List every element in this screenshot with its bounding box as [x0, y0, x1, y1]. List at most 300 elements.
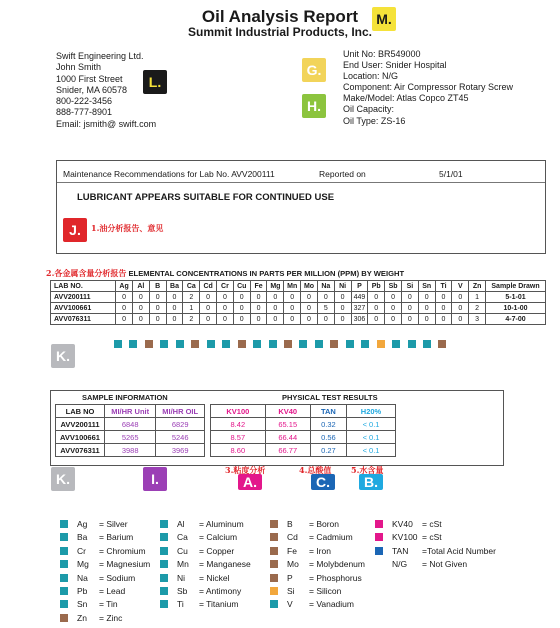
legend-swatch	[60, 587, 68, 595]
physical-body	[211, 418, 396, 457]
legend-swatch	[160, 587, 168, 595]
customer-street: 1000 First Street	[56, 73, 123, 84]
value-cell: 0	[334, 314, 351, 325]
sample-oil-cell: 6829	[156, 418, 205, 431]
value-cell: 0	[301, 292, 318, 303]
kv100-cell: 8.60	[211, 444, 266, 457]
tan-header: TAN	[310, 405, 346, 418]
value-cell: 0	[301, 314, 318, 325]
legend-item	[270, 573, 362, 583]
element-color-squares	[0, 340, 560, 350]
value-cell: 0	[200, 314, 217, 325]
legend-symbol: N/G	[392, 559, 408, 570]
legend-name: = cSt	[422, 519, 442, 529]
value-cell: 0	[132, 314, 149, 325]
legend-swatch	[160, 547, 168, 555]
value-cell: 1	[183, 303, 200, 314]
h2o-cell: < 0.1	[347, 418, 396, 431]
legend-name: = Vanadium	[309, 599, 354, 610]
badge-b: B.	[359, 474, 383, 490]
legend-swatch	[270, 520, 278, 528]
kv40-cell: 66.44	[265, 431, 310, 444]
value-cell: 2	[183, 314, 200, 325]
element-color-square	[377, 340, 385, 348]
company-name: Summit Industrial Products, Inc.	[187, 25, 373, 39]
legend-swatch	[160, 600, 168, 608]
badge-l: L.	[143, 70, 167, 94]
legend-swatch	[375, 560, 383, 568]
legend-symbol: Zn	[77, 612, 87, 623]
legend-symbol: Mg	[77, 559, 89, 570]
tan-cell: 0.56	[310, 431, 346, 444]
value-cell: 0	[284, 314, 301, 325]
legend-name: = cSt	[422, 532, 442, 543]
legend-swatch	[160, 520, 168, 528]
unit-end-user: End User: Snider Hospital	[343, 60, 447, 71]
legend-symbol: Si	[287, 586, 295, 596]
value-cell: 2	[183, 292, 200, 303]
h2o-cell: < 0.1	[347, 431, 396, 444]
element-header-ni: Ni	[334, 281, 351, 292]
sample-lab-header: LAB NO	[56, 405, 105, 418]
sample-lab-cell: AVV076311	[56, 444, 105, 457]
maintenance-label: Maintenance Recommendations for Lab No. AVV200111	[63, 169, 275, 179]
element-header-sn: Sn	[418, 281, 435, 292]
element-color-square	[315, 340, 323, 348]
legend-swatch	[270, 547, 278, 555]
element-header-na: Na	[317, 281, 334, 292]
legend-swatch	[60, 574, 68, 582]
legend-symbol: KV40	[392, 519, 413, 529]
legend-name: = Not Given	[422, 559, 468, 570]
legend-symbol: Fe	[287, 545, 297, 556]
element-header-mg: Mg	[267, 281, 284, 292]
legend-swatch	[60, 614, 68, 622]
legend-item	[160, 559, 251, 569]
lab-no-cell: AVV076311	[51, 314, 116, 325]
physical-title: PHYSICAL TEST RESULTS	[282, 393, 378, 402]
element-header-cu: Cu	[233, 281, 250, 292]
value-cell: 0	[385, 292, 402, 303]
legend-symbol: Ag	[77, 519, 88, 529]
legend-swatch	[270, 600, 278, 608]
value-cell: 0	[435, 314, 452, 325]
legend-item	[375, 559, 467, 569]
element-color-square	[191, 340, 199, 348]
report-title: Oil Analysis Report	[201, 7, 359, 26]
customer-email: Email: jsmith@ swift.com	[56, 118, 157, 129]
customer-info	[56, 51, 156, 130]
element-color-square	[145, 340, 153, 348]
kv40-cell: 65.15	[265, 418, 310, 431]
legend-item	[60, 559, 150, 569]
element-color-square	[346, 340, 354, 348]
badge-k-top: K.	[51, 344, 75, 368]
badge-h: H.	[302, 94, 326, 118]
legend-name: = Copper	[199, 545, 235, 556]
lab-no-cell: AVV100661	[51, 303, 116, 314]
legend-name: = Antimony	[199, 586, 242, 596]
note-elements: 2.各金属含量分析报告	[46, 268, 127, 278]
legend-symbol: Sb	[177, 586, 188, 596]
legend-symbol: Ca	[177, 532, 188, 543]
table-row	[51, 292, 546, 303]
value-cell: 0	[217, 303, 234, 314]
element-header-pb: Pb	[368, 281, 385, 292]
legend-symbol: B	[287, 519, 293, 529]
element-color-square	[299, 340, 307, 348]
value-cell: 0	[334, 292, 351, 303]
value-cell: 0	[401, 314, 418, 325]
legend-item	[60, 546, 146, 556]
element-color-square	[129, 340, 137, 348]
legend-swatch	[375, 547, 383, 555]
lab-no-cell: AVV200111	[51, 292, 116, 303]
legend-item	[270, 559, 365, 569]
legend-item	[60, 532, 133, 542]
note-acid: 4.总酸值	[299, 465, 332, 475]
element-header-si: Si	[401, 281, 418, 292]
value-cell: 0	[250, 314, 267, 325]
legend-name: = Lead	[99, 586, 126, 596]
elemental-body	[51, 292, 546, 325]
legend-symbol: Cd	[287, 532, 298, 543]
kv100-cell: 8.42	[211, 418, 266, 431]
legend-swatch	[160, 533, 168, 541]
sample-drawn-header: Sample Drawn	[486, 281, 546, 292]
h2o-cell: < 0.1	[347, 444, 396, 457]
element-header-p: P	[351, 281, 368, 292]
value-cell: 0	[284, 292, 301, 303]
element-color-square	[330, 340, 338, 348]
element-color-square	[423, 340, 431, 348]
value-cell: 0	[116, 303, 133, 314]
element-header-b: B	[149, 281, 166, 292]
element-header-mn: Mn	[284, 281, 301, 292]
kv100-header: KV100	[211, 405, 266, 418]
legend-item	[270, 532, 353, 542]
legend-item	[270, 519, 339, 529]
legend-symbol: TAN	[392, 545, 409, 556]
value-cell: 0	[267, 303, 284, 314]
tan-cell: 0.32	[310, 418, 346, 431]
sample-unit-cell: 3988	[105, 444, 156, 457]
value-cell: 327	[351, 303, 368, 314]
element-header-mo: Mo	[301, 281, 318, 292]
legend-swatch	[375, 520, 383, 528]
legend-name: = Aluminum	[199, 519, 244, 529]
sample-info-table-wrap	[55, 404, 205, 457]
legend-name: = Boron	[309, 519, 340, 529]
physical-header-row	[211, 405, 396, 418]
value-cell: 1	[469, 292, 486, 303]
reported-on-label: Reported on	[319, 169, 366, 179]
legend-item	[270, 586, 341, 596]
sample-info-table	[55, 404, 205, 457]
sample-lab-cell: AVV200111	[56, 418, 105, 431]
legend-symbol: Al	[177, 519, 185, 529]
sample-unit-cell: 5265	[105, 431, 156, 444]
value-cell: 0	[418, 314, 435, 325]
unit-make-model: Make/Model: Atlas Copco ZT45	[343, 93, 469, 104]
badge-j: J.	[63, 218, 87, 242]
value-cell: 0	[267, 292, 284, 303]
legend-item	[270, 546, 331, 556]
sample-info-body	[56, 418, 205, 457]
kv40-header: KV40	[265, 405, 310, 418]
legend-symbol: Cu	[177, 545, 188, 556]
legend-swatch	[60, 520, 68, 528]
table-row	[56, 444, 205, 457]
sample-drawn-cell: 10-1-00	[486, 303, 546, 314]
legend-symbol: Na	[77, 572, 88, 583]
customer-contact: John Smith	[56, 62, 102, 73]
customer-phone: 800-222-3456	[56, 96, 113, 107]
value-cell: 0	[116, 292, 133, 303]
value-cell: 0	[368, 303, 385, 314]
legend-item	[160, 573, 229, 583]
legend-symbol: P	[287, 572, 293, 583]
unit-no: Unit No: BR549000	[343, 49, 421, 59]
element-color-square	[222, 340, 230, 348]
legend-name: = Magnesium	[99, 559, 151, 570]
legend-symbol: Sn	[77, 599, 88, 610]
table-row	[56, 431, 205, 444]
tan-cell: 0.27	[310, 444, 346, 457]
value-cell: 0	[334, 303, 351, 314]
value-cell: 0	[267, 314, 284, 325]
h2o-header: H20%	[347, 405, 396, 418]
badge-i: I.	[143, 467, 167, 491]
element-header-fe: Fe	[250, 281, 267, 292]
legend-symbol: Ba	[77, 532, 88, 543]
value-cell: 0	[368, 292, 385, 303]
sample-lab-cell: AVV100661	[56, 431, 105, 444]
sample-unit-cell: 6848	[105, 418, 156, 431]
value-cell: 0	[250, 292, 267, 303]
element-header-al: Al	[132, 281, 149, 292]
unit-component: Component: Air Compressor Rotary Screw	[343, 82, 514, 93]
kv100-cell: 8.57	[211, 431, 266, 444]
legend-name: =Total Acid Number	[422, 545, 496, 556]
legend-name: = Sodium	[99, 572, 136, 583]
table-row	[51, 314, 546, 325]
value-cell: 3	[469, 314, 486, 325]
elemental-title: ELEMENTAL CONCENTRATIONS IN PARTS PER MILLION (PPM) BY WEIGHT	[128, 269, 405, 278]
value-cell: 0	[166, 292, 183, 303]
element-header-cd: Cd	[200, 281, 217, 292]
kv40-cell: 66.77	[265, 444, 310, 457]
unit-location: Location: N/G	[343, 71, 399, 82]
value-cell: 0	[452, 303, 469, 314]
legend-item	[60, 573, 135, 583]
legend-name: = Iron	[309, 545, 331, 556]
sample-drawn-cell: 5-1-01	[486, 292, 546, 303]
element-header-zn: Zn	[469, 281, 486, 292]
legend-swatch	[60, 560, 68, 568]
legend-symbol: Pb	[77, 586, 88, 596]
maintenance-divider	[57, 182, 545, 183]
physical-table	[210, 404, 396, 457]
value-cell: 0	[317, 292, 334, 303]
legend-swatch	[60, 600, 68, 608]
legend-swatch	[160, 574, 168, 582]
element-header-ba: Ba	[166, 281, 183, 292]
element-header-ag: Ag	[116, 281, 133, 292]
value-cell: 0	[452, 314, 469, 325]
legend-name: = Nickel	[199, 572, 230, 583]
value-cell: 0	[385, 314, 402, 325]
element-header-cr: Cr	[217, 281, 234, 292]
legend-item	[375, 532, 442, 542]
legend-swatch	[270, 533, 278, 541]
sample-drawn-cell: 4-7-00	[486, 314, 546, 325]
legend-name: = Chromium	[99, 545, 146, 556]
value-cell: 0	[418, 303, 435, 314]
value-cell: 0	[250, 303, 267, 314]
unit-oil-type: Oil Type: ZS-16	[343, 115, 406, 126]
legend-name: = Calcium	[199, 532, 238, 543]
legend-swatch	[270, 560, 278, 568]
badge-a: A.	[238, 474, 262, 490]
legend-swatch	[60, 533, 68, 541]
element-color-square	[160, 340, 168, 348]
element-color-square	[269, 340, 277, 348]
value-cell: 0	[284, 303, 301, 314]
value-cell: 0	[200, 303, 217, 314]
element-header-sb: Sb	[385, 281, 402, 292]
unit-capacity: Oil Capacity:	[343, 104, 395, 115]
legend-symbol: Cr	[77, 545, 86, 556]
legend-symbol: Ti	[177, 599, 184, 610]
value-cell: 0	[200, 292, 217, 303]
badge-k-bottom: K.	[51, 467, 75, 491]
value-cell: 0	[233, 303, 250, 314]
note-viscosity: 3.粘度分析	[225, 465, 266, 475]
value-cell: 0	[452, 292, 469, 303]
legend-name: = Tin	[99, 599, 118, 610]
legend-name: = Phosphorus	[309, 572, 362, 583]
legend-swatch	[375, 533, 383, 541]
legend-item	[375, 546, 496, 556]
legend-name: = Cadmium	[309, 532, 353, 543]
legend-swatch	[270, 587, 278, 595]
element-color-square	[114, 340, 122, 348]
legend-symbol: Mo	[287, 559, 299, 570]
customer-city: Snider, MA 60578	[56, 84, 128, 95]
table-row	[211, 431, 396, 444]
legend-item	[160, 586, 241, 596]
value-cell: 449	[351, 292, 368, 303]
lab-no-header: LAB NO.	[51, 281, 116, 292]
lubricant-status: LUBRICANT APPEARS SUITABLE FOR CONTINUED USE	[77, 192, 335, 203]
legend-item	[270, 599, 354, 609]
table-row	[51, 303, 546, 314]
legend-name: = Molybdenum	[309, 559, 365, 570]
badge-m: M.	[372, 7, 396, 31]
value-cell: 0	[132, 292, 149, 303]
customer-company: Swift Engineering Ltd.	[56, 51, 144, 61]
element-color-square	[361, 340, 369, 348]
element-header-v: V	[452, 281, 469, 292]
report-date: 5/1/01	[439, 169, 463, 179]
legend-swatch	[60, 547, 68, 555]
table-row	[211, 418, 396, 431]
maintenance-box	[56, 160, 546, 254]
table-row	[211, 444, 396, 457]
element-header-ti: Ti	[435, 281, 452, 292]
elemental-title-row	[46, 268, 404, 279]
value-cell: 0	[166, 314, 183, 325]
customer-fax: 888-777-8901	[56, 107, 113, 118]
legend-symbol: V	[287, 599, 293, 610]
legend-swatch	[270, 574, 278, 582]
legend-item	[160, 532, 237, 542]
element-color-square	[207, 340, 215, 348]
table-row	[56, 418, 205, 431]
value-cell: 0	[149, 314, 166, 325]
value-cell: 0	[385, 303, 402, 314]
value-cell: 0	[418, 292, 435, 303]
element-color-square	[392, 340, 400, 348]
legend-name: = Titanium	[199, 599, 239, 610]
sample-oil-header: MI/HR OIL	[156, 405, 205, 418]
value-cell: 0	[233, 292, 250, 303]
legend-name: = Barium	[99, 532, 134, 543]
legend-symbol: Ni	[177, 572, 186, 583]
value-cell: 0	[116, 314, 133, 325]
value-cell: 0	[435, 292, 452, 303]
sample-header-row	[56, 405, 205, 418]
legend-item	[60, 613, 122, 623]
badge-c: C.	[311, 474, 335, 490]
sample-oil-cell: 5246	[156, 431, 205, 444]
legend-item	[60, 599, 118, 609]
sample-oil-cell: 3969	[156, 444, 205, 457]
note-water: 5.水含量	[351, 465, 384, 475]
legend-symbol: KV100	[392, 532, 418, 543]
value-cell: 306	[351, 314, 368, 325]
value-cell: 0	[217, 292, 234, 303]
legend-name: = Manganese	[199, 559, 251, 570]
value-cell: 0	[217, 314, 234, 325]
elemental-header-row	[51, 281, 546, 292]
value-cell: 0	[301, 303, 318, 314]
badge-g: G.	[302, 58, 326, 82]
legend-item	[160, 519, 244, 529]
value-cell: 0	[149, 292, 166, 303]
elemental-table	[50, 280, 546, 325]
note-oil-report: 1.油分析报告、意见	[91, 223, 164, 233]
legend-item	[60, 586, 125, 596]
legend-symbol: Mn	[177, 559, 189, 570]
element-color-square	[438, 340, 446, 348]
value-cell: 0	[233, 314, 250, 325]
physical-table-wrap	[210, 404, 396, 457]
legend-item	[375, 519, 442, 529]
value-cell: 0	[368, 314, 385, 325]
legend-item	[160, 546, 234, 556]
value-cell: 0	[149, 303, 166, 314]
legend-name: = Silver	[99, 519, 128, 529]
legend-name: = Zinc	[99, 612, 123, 623]
legend-item	[60, 519, 128, 529]
element-color-square	[253, 340, 261, 348]
element-header-ca: Ca	[183, 281, 200, 292]
value-cell: 0	[132, 303, 149, 314]
sample-info-title: SAMPLE INFORMATION	[82, 393, 168, 402]
value-cell: 0	[401, 292, 418, 303]
